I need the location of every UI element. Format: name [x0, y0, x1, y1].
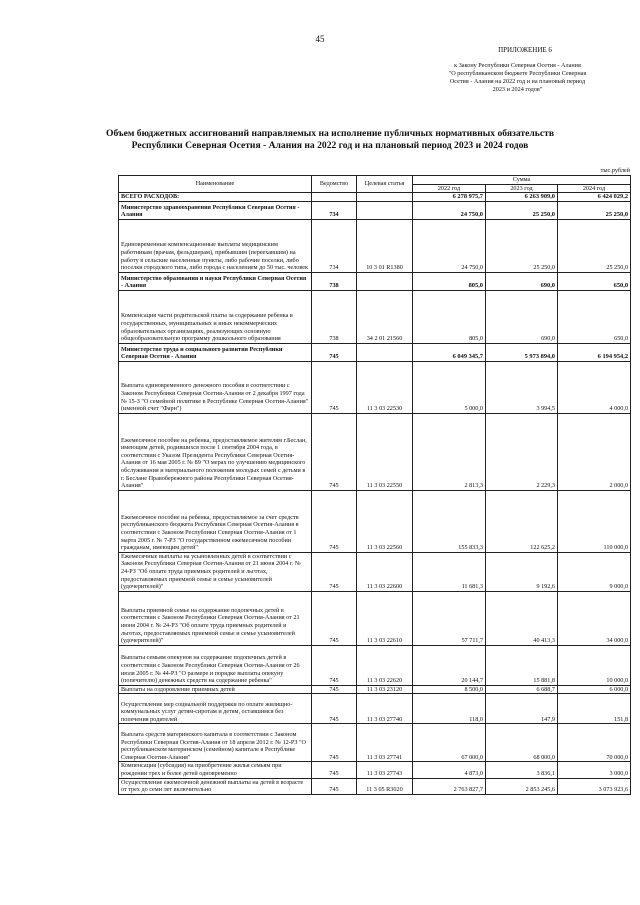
header-department: Ведомство [312, 176, 357, 193]
row-value-2024: 10 000,0 [558, 645, 631, 685]
row-value-2022: 20 144,7 [413, 645, 486, 685]
row-name: Единовременные компенсационные выплаты медицинским работникам (врачам, фельдшерам), прибывшим (переехавшим) на работу в сельские населенные пункты, либо рабочие поселки, либо поселки городского типа, либо города с населением до 50 тыс. человек [119, 219, 312, 272]
row-name: Ежемесячное пособие на ребенка, предоставляемое жителям г.Беслан, имеющим детей, родившихся после 1 сентября 2004 года, в соответствии с Указом Президента Республики Северная Осетия-Алания от 16 мая 2005 г. № 89 "О мерах по улучшению медицинского обслуживания и материального положения молодых семей с детьми в г. Беслане Правобережного района Республики Северная Осетия-Алания" [119, 413, 312, 490]
row-department: 745 [312, 343, 357, 361]
table-row [119, 724, 631, 762]
row-value-2022: 118,0 [413, 694, 486, 724]
appendix-line: к Закону Республики Северная Осетия - Алания [454, 62, 581, 69]
row-value-2022: 8 500,0 [413, 685, 486, 694]
row-target-article: 10 3 01 R1380 [357, 219, 413, 272]
row-name: Ежемесячное пособие на ребенка, предоставляемое за счет средств республиканского бюджета Республики Северная Осетия-Алания в соответствии с Законом Республики Северная Осетия-Алания от 1 марта 2005 г. № 7-РЗ "О государственном ежемесячном пособии гражданам, имеющим детей" [119, 490, 312, 552]
row-name: Министерство здравоохранения Республики Северная Осетия - Алания [119, 201, 312, 219]
row-value-2024: 6 000,0 [558, 685, 631, 694]
row-target-article: 11 3 03 23120 [357, 685, 413, 694]
row-value-2024: 70 000,0 [558, 724, 631, 762]
row-value-2023: 6 688,7 [486, 685, 558, 694]
row-value-2024: 25 250,0 [558, 219, 631, 272]
row-department: 745 [312, 552, 357, 591]
row-department: 745 [312, 645, 357, 685]
table-row [119, 778, 631, 794]
row-department: 738 [312, 272, 357, 290]
row-name: Компенсация (субсидия) на приобретение жилья семьям при рождении трех и более детей одновременно [119, 762, 312, 778]
appendix-reference [405, 62, 630, 94]
table-row [119, 361, 631, 413]
row-value-2023: 6 263 909,0 [486, 193, 558, 202]
row-value-2023: 147,9 [486, 694, 558, 724]
row-target-article: 34 2 01 21560 [357, 290, 413, 343]
header-year-2023: 2023 год [486, 184, 558, 193]
table-row [119, 490, 631, 552]
row-name: Выплаты на оздоровление приемных детей [119, 685, 312, 694]
row-department: 734 [312, 201, 357, 219]
table-row [119, 694, 631, 724]
row-target-article: 11 3 03 22530 [357, 361, 413, 413]
row-value-2024: 25 250,0 [558, 201, 631, 219]
row-value-2022: 24 750,0 [413, 201, 486, 219]
header-target-article: Целевая статья [357, 176, 413, 193]
row-department: 745 [312, 762, 357, 778]
row-value-2024: 3 073 923,6 [558, 778, 631, 794]
row-target-article [357, 193, 413, 202]
row-value-2022: 57 711,7 [413, 591, 486, 645]
title-line: Объем бюджетных ассигнований направляемых на исполнение публичных нормативных обязательств [105, 128, 555, 139]
row-value-2022: 4 873,0 [413, 762, 486, 778]
units-label: тыс.рублей [600, 167, 630, 174]
row-value-2024: 9 000,0 [558, 552, 631, 591]
table-row [119, 685, 631, 694]
table-row [119, 552, 631, 591]
row-value-2023: 5 973 894,0 [486, 343, 558, 361]
row-value-2023: 25 250,0 [486, 201, 558, 219]
page-number: 45 [315, 34, 325, 44]
table-row [119, 645, 631, 685]
row-value-2022: 5 000,0 [413, 361, 486, 413]
row-value-2023: 9 192,6 [486, 552, 558, 591]
row-department: 745 [312, 685, 357, 694]
row-value-2024: 4 000,0 [558, 361, 631, 413]
row-name: Министерство труда и социального развития Республики Северная Осетия - Алания [119, 343, 312, 361]
table-row [119, 219, 631, 272]
table-row-total [119, 272, 631, 290]
row-value-2022: 67 000,0 [413, 724, 486, 762]
row-value-2024: 2 000,0 [558, 413, 631, 490]
row-value-2022: 2 763 827,7 [413, 778, 486, 794]
row-department: 745 [312, 361, 357, 413]
row-target-article: 11 3 03 27743 [357, 762, 413, 778]
table-row-total [119, 193, 631, 202]
row-value-2023: 2 229,3 [486, 413, 558, 490]
row-value-2022: 805,0 [413, 290, 486, 343]
table-row-total [119, 343, 631, 361]
row-value-2022: 805,0 [413, 272, 486, 290]
row-target-article: 11 3 03 22600 [357, 552, 413, 591]
row-name: Выплата единовременного денежного пособия в соответствии с Законом Республики Северная Осетия-Алания от 2 декабря 1997 года № 15-З "О семейной политике в Республике Северная Осетия-Алания" (именной счет "Фарн") [119, 361, 312, 413]
row-value-2023: 3 994,5 [486, 361, 558, 413]
header-year-2022: 2022 год [413, 184, 486, 193]
row-value-2023: 690,0 [486, 272, 558, 290]
row-name: Выплата средств материнского капитала в соответствии с Законом Республики Северная Осетия-Алания от 18 апреля 2012 г. № 12-РЗ "О республиканском материнском (семейном) капитале в Республике Северная Осетия-Алания" [119, 724, 312, 762]
row-department: 745 [312, 694, 357, 724]
row-value-2023: 68 000,0 [486, 724, 558, 762]
row-name: Осуществление ежемесячной денежной выплаты на детей в возрасте от трех до семи лет включительно [119, 778, 312, 794]
row-department: 738 [312, 290, 357, 343]
row-value-2023: 3 836,1 [486, 762, 558, 778]
row-value-2024: 650,0 [558, 290, 631, 343]
row-name: Осуществление мер социальной поддержки по оплате жилищно-коммунальных услуг детям-сиротам и детям, оставшимся без попечения родителей [119, 694, 312, 724]
row-value-2024: 3 000,0 [558, 762, 631, 778]
row-value-2024: 34 000,0 [558, 591, 631, 645]
table-row [119, 591, 631, 645]
row-target-article: 11 3 03 22610 [357, 591, 413, 645]
row-target-article: 11 3 03 27740 [357, 694, 413, 724]
row-target-article: 11 3 05 R3020 [357, 778, 413, 794]
appendix-line: Осетия - Алания на 2022 год и на плановый период [449, 78, 586, 85]
appendix-title: ПРИЛОЖЕНИЕ 6 [498, 46, 552, 54]
row-name: Выплаты семьям опекунов на содержание подопечных детей в соответствии с Законом Республики Северная Осетия-Алания от 26 июля 2005 г. № 44-РЗ "О размере и порядке выплаты опекуну (попечителю) денежных средств на содержание ребенка" [119, 645, 312, 685]
row-value-2022: 6 049 345,7 [413, 343, 486, 361]
row-target-article: 11 3 03 22560 [357, 490, 413, 552]
row-name: ВСЕГО РАСХОДОВ: [119, 193, 312, 202]
row-name: Выплаты приемной семье на содержание подопечных детей в соответствии с Законом Республики Северная Осетия-Алания от 21 июня 2004 г. № 24-РЗ "Об оплате труда приемных родителей и льготах, предоставляемых приемной семье и семье усыновителей (удочерителей)" [119, 591, 312, 645]
row-value-2023: 25 250,0 [486, 219, 558, 272]
row-department: 745 [312, 413, 357, 490]
row-department: 745 [312, 724, 357, 762]
row-name: Министерство образования и науки Республики Северная Осетия - Алания [119, 272, 312, 290]
row-value-2023: 690,0 [486, 290, 558, 343]
row-value-2022: 155 833,3 [413, 490, 486, 552]
row-department: 745 [312, 591, 357, 645]
appendix-line: 2023 и 2024 годов" [492, 86, 543, 93]
row-value-2024: 110 000,0 [558, 490, 631, 552]
row-department: 734 [312, 219, 357, 272]
row-department: 745 [312, 778, 357, 794]
row-value-2023: 15 881,8 [486, 645, 558, 685]
header-sum: Сумма [413, 176, 631, 185]
row-department [312, 193, 357, 202]
table-row-total [119, 201, 631, 219]
row-value-2022: 6 278 975,7 [413, 193, 486, 202]
row-value-2024: 6 424 029,2 [558, 193, 631, 202]
row-target-article: 11 3 03 22620 [357, 645, 413, 685]
appendix-line: "О республиканском бюджете Республики Северная [448, 70, 587, 77]
document-title [60, 128, 600, 152]
row-value-2022: 2 813,3 [413, 413, 486, 490]
header-year-2024: 2024 год [558, 184, 631, 193]
budget-table [118, 175, 631, 795]
row-value-2024: 650,0 [558, 272, 631, 290]
header-name: Наименование [119, 176, 312, 193]
table-body [119, 193, 631, 795]
row-value-2023: 122 625,2 [486, 490, 558, 552]
row-value-2022: 11 681,3 [413, 552, 486, 591]
row-value-2024: 151,8 [558, 694, 631, 724]
row-target-article [357, 272, 413, 290]
table-row [119, 290, 631, 343]
row-name: Ежемесячные выплаты на усыновленных детей в соответствии с Законом Республики Северная Осетия-Алания от 21 июня 2004 г. № 24-РЗ "Об оплате труда приемных родителей и льготах, предоставляемых приемной семье и семье усыновителей (удочерителей)" [119, 552, 312, 591]
table-row [119, 413, 631, 490]
row-value-2023: 40 413,3 [486, 591, 558, 645]
row-target-article: 11 3 03 22550 [357, 413, 413, 490]
row-name: Компенсация части родительской платы за содержание ребенка в государственных, муниципальных и иных некоммерческих образовательных организациях, реализующих основную общеобразовательную программу дошкольного образования [119, 290, 312, 343]
row-target-article [357, 201, 413, 219]
row-target-article [357, 343, 413, 361]
row-value-2023: 2 853 245,6 [486, 778, 558, 794]
title-line: Республики Северная Осетия - Алания на 2022 год и на плановый период 2023 и 2024 годов [131, 140, 529, 151]
row-target-article: 11 3 03 27741 [357, 724, 413, 762]
row-value-2022: 24 750,0 [413, 219, 486, 272]
table-row [119, 762, 631, 778]
row-value-2024: 6 194 954,2 [558, 343, 631, 361]
row-department: 745 [312, 490, 357, 552]
